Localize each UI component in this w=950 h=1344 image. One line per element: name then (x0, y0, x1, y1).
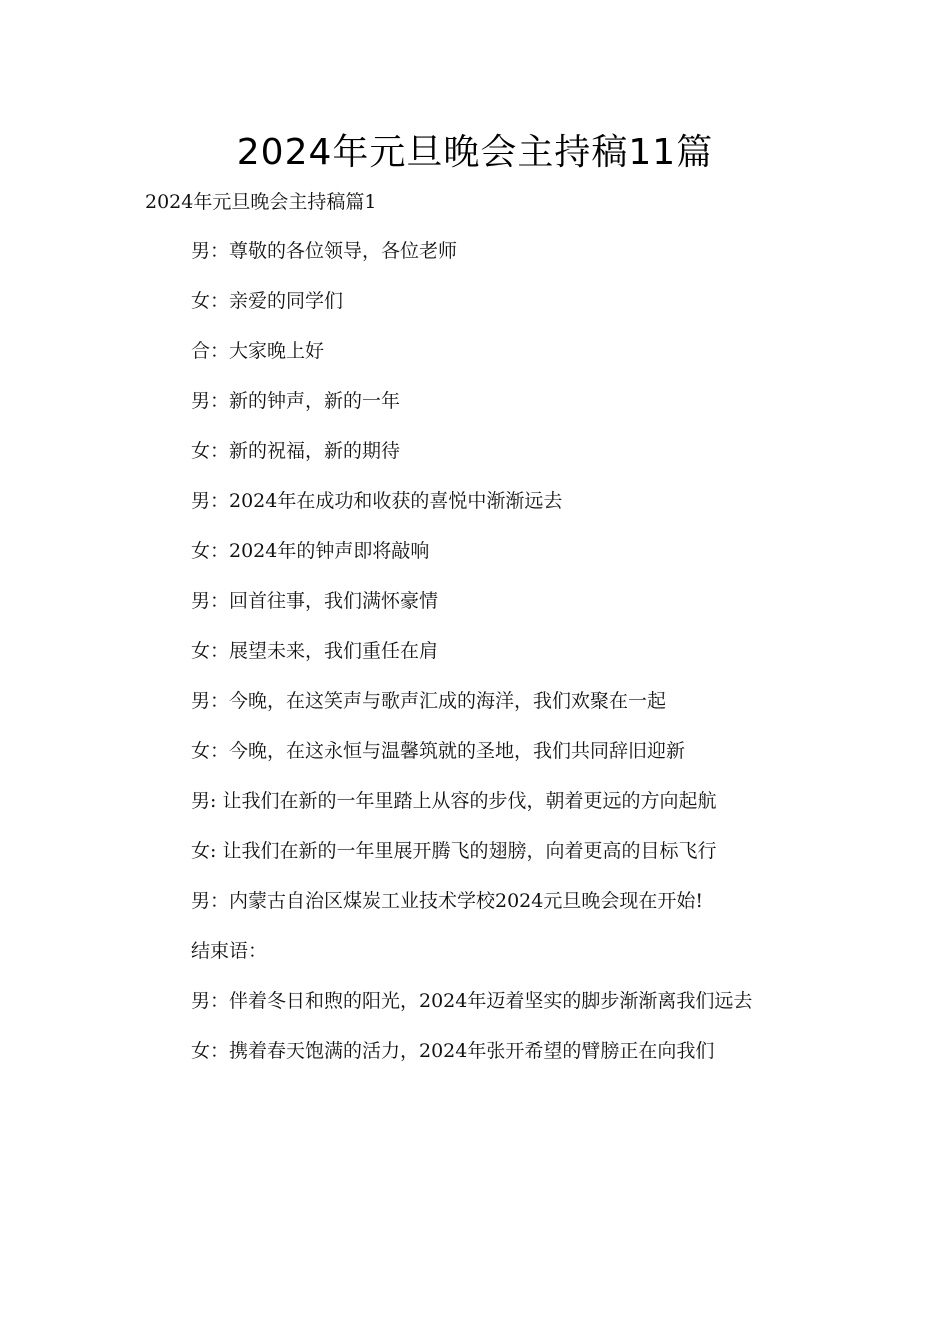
paragraph: 男：内蒙古自治区煤炭工业技术学校2024元旦晚会现在开始! (191, 890, 703, 912)
document-body (145, 186, 810, 1076)
paragraph: 男：伴着冬日和煦的阳光，2024年迈着坚实的脚步渐渐离我们远去 (191, 990, 753, 1012)
paragraph: 女：2024年的钟声即将敲响 (191, 540, 430, 562)
paragraph: 男：今晚，在这笑声与歌声汇成的海洋，我们欢聚在一起 (191, 690, 667, 712)
paragraph: 女: 让我们在新的一年里展开腾飞的翅膀，向着更高的目标飞行 (191, 840, 717, 862)
paragraph: 女：新的祝福，新的期待 (191, 440, 401, 462)
paragraph: 合：大家晚上好 (191, 340, 325, 362)
document-title: 2024年元旦晚会主持稿11篇 (236, 132, 714, 173)
paragraph: 男：尊敬的各位领导，各位老师 (191, 240, 458, 262)
paragraph: 男：2024年在成功和收获的喜悦中渐渐远去 (191, 490, 563, 512)
paragraph: 男: 让我们在新的一年里踏上从容的步伐，朝着更远的方向起航 (191, 790, 717, 812)
paragraph: 女：携着春天饱满的活力，2024年张开希望的臂膀正在向我们 (191, 1040, 715, 1062)
paragraph: 女：今晚，在这永恒与温馨筑就的圣地，我们共同辞旧迎新 (191, 740, 686, 762)
paragraph: 男：新的钟声，新的一年 (191, 390, 401, 412)
paragraph: 女：亲爱的同学们 (191, 290, 344, 312)
closing-heading: 结束语： (191, 940, 268, 962)
paragraph: 男：回首往事，我们满怀豪情 (191, 590, 439, 612)
paragraph: 女：展望未来，我们重任在肩 (191, 640, 439, 662)
section-heading: 2024年元旦晚会主持稿篇1 (145, 191, 377, 213)
